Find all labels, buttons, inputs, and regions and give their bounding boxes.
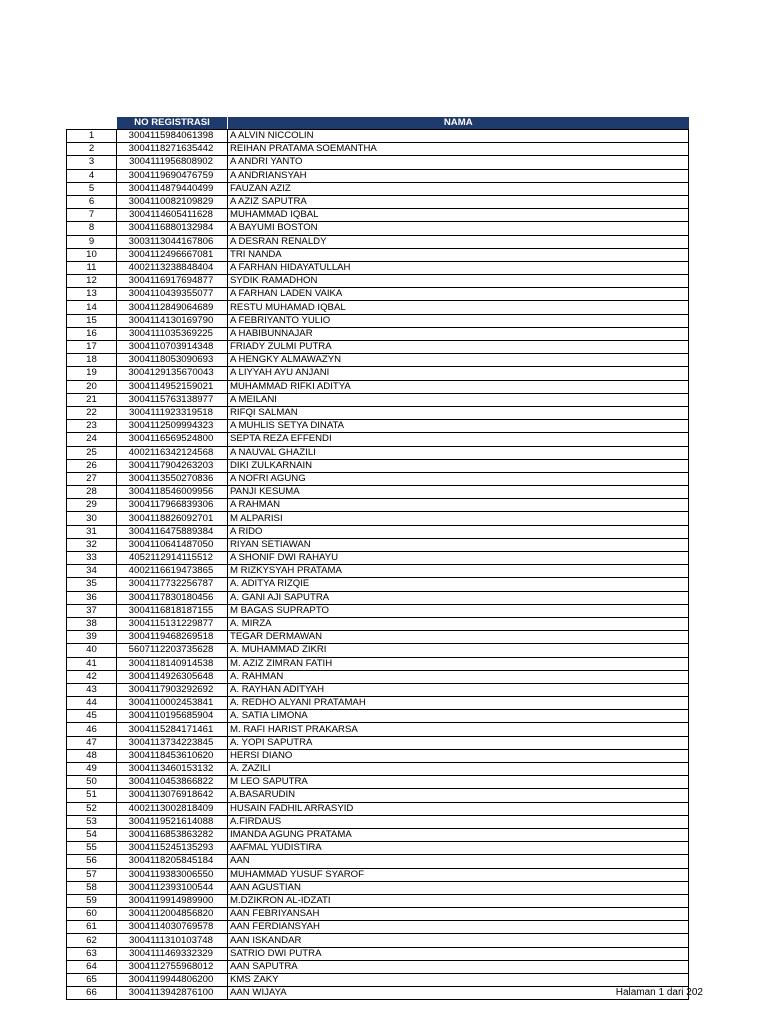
row-name: A. ADITYA RIZQIE xyxy=(228,578,689,591)
table-body xyxy=(67,130,689,1000)
row-number: 53 xyxy=(67,815,117,828)
row-registration-number: 3004110453866822 xyxy=(117,776,228,789)
row-number: 39 xyxy=(67,631,117,644)
row-number: 44 xyxy=(67,697,117,710)
row-name: REIHAN PRATAMA SOEMANTHA xyxy=(228,143,689,156)
row-registration-number: 3004117903292692 xyxy=(117,683,228,696)
table-row xyxy=(67,525,689,538)
row-number: 49 xyxy=(67,763,117,776)
row-name: TRI NANDA xyxy=(228,248,689,261)
row-registration-number: 3004118140914538 xyxy=(117,657,228,670)
row-registration-number: 3004112496667081 xyxy=(117,248,228,261)
row-registration-number: 3004112849064689 xyxy=(117,301,228,314)
row-name: DIKI ZULKARNAIN xyxy=(228,459,689,472)
table-row xyxy=(67,367,689,380)
row-number: 2 xyxy=(67,143,117,156)
table-row xyxy=(67,393,689,406)
row-registration-number: 3004111923319518 xyxy=(117,406,228,419)
row-number: 42 xyxy=(67,670,117,683)
table-row xyxy=(67,855,689,868)
table-row xyxy=(67,763,689,776)
row-registration-number: 4052112914115512 xyxy=(117,552,228,565)
row-name: A ANDRIANSYAH xyxy=(228,169,689,182)
table-row xyxy=(67,657,689,670)
row-name: AAN FEBRIYANSAH xyxy=(228,908,689,921)
row-registration-number: 3004119521614088 xyxy=(117,815,228,828)
row-registration-number: 3004114926305648 xyxy=(117,670,228,683)
row-registration-number: 3004110641487050 xyxy=(117,538,228,551)
registration-table xyxy=(66,117,689,1000)
row-name: A. ZAZILI xyxy=(228,763,689,776)
row-registration-number: 3004118453610620 xyxy=(117,749,228,762)
row-registration-number: 3004110082109829 xyxy=(117,195,228,208)
row-name: AAN xyxy=(228,855,689,868)
row-registration-number: 3004111469332329 xyxy=(117,947,228,960)
row-registration-number: 3004119690476759 xyxy=(117,169,228,182)
table-row xyxy=(67,301,689,314)
row-number: 10 xyxy=(67,248,117,261)
table-row xyxy=(67,644,689,657)
row-name: A FARHAN HIDAYATULLAH xyxy=(228,261,689,274)
row-number: 25 xyxy=(67,446,117,459)
table-row xyxy=(67,789,689,802)
table-row xyxy=(67,776,689,789)
row-number: 20 xyxy=(67,380,117,393)
row-number: 4 xyxy=(67,169,117,182)
row-name: A DESRAN RENALDY xyxy=(228,235,689,248)
row-registration-number: 3004113460153132 xyxy=(117,763,228,776)
row-number: 66 xyxy=(67,987,117,1000)
row-number: 63 xyxy=(67,947,117,960)
row-number: 60 xyxy=(67,908,117,921)
row-number: 24 xyxy=(67,433,117,446)
table-row xyxy=(67,960,689,973)
row-registration-number: 3004118826092701 xyxy=(117,512,228,525)
table-row xyxy=(67,209,689,222)
row-name: A FARHAN LADEN VAIKA xyxy=(228,288,689,301)
table-row xyxy=(67,842,689,855)
row-name: RIYAN SETIAWAN xyxy=(228,538,689,551)
row-number: 11 xyxy=(67,261,117,274)
row-name: A HABIBUNNAJAR xyxy=(228,327,689,340)
row-registration-number: 3004113942876100 xyxy=(117,987,228,1000)
row-name: AAN SAPUTRA xyxy=(228,960,689,973)
table-row xyxy=(67,987,689,1000)
table-row xyxy=(67,486,689,499)
row-number: 59 xyxy=(67,894,117,907)
row-name: TEGAR DERMAWAN xyxy=(228,631,689,644)
row-registration-number: 3004117830180456 xyxy=(117,591,228,604)
row-name: M BAGAS SUPRAPTO xyxy=(228,604,689,617)
row-registration-number: 3004116917694877 xyxy=(117,275,228,288)
row-number: 15 xyxy=(67,314,117,327)
row-registration-number: 3004119468269518 xyxy=(117,631,228,644)
row-name: A AZIZ SAPUTRA xyxy=(228,195,689,208)
header-no xyxy=(67,117,117,130)
table-row xyxy=(67,631,689,644)
row-number: 62 xyxy=(67,934,117,947)
row-number: 55 xyxy=(67,842,117,855)
row-name: A MEILANI xyxy=(228,393,689,406)
row-number: 9 xyxy=(67,235,117,248)
row-name: AAN FERDIANSYAH xyxy=(228,921,689,934)
row-registration-number: 3004111035369225 xyxy=(117,327,228,340)
row-name: SATRIO DWI PUTRA xyxy=(228,947,689,960)
row-registration-number: 3004116569524800 xyxy=(117,433,228,446)
row-registration-number: 3004115763138977 xyxy=(117,393,228,406)
row-number: 21 xyxy=(67,393,117,406)
row-number: 19 xyxy=(67,367,117,380)
row-number: 54 xyxy=(67,828,117,841)
row-number: 52 xyxy=(67,802,117,815)
row-number: 3 xyxy=(67,156,117,169)
table-row xyxy=(67,591,689,604)
table-row xyxy=(67,248,689,261)
row-number: 61 xyxy=(67,921,117,934)
row-number: 38 xyxy=(67,617,117,630)
row-number: 17 xyxy=(67,341,117,354)
table-row xyxy=(67,130,689,143)
row-registration-number: 3004114030769578 xyxy=(117,921,228,934)
row-name: M. AZIZ ZIMRAN FATIH xyxy=(228,657,689,670)
row-name: SEPTA REZA EFFENDI xyxy=(228,433,689,446)
row-registration-number: 3004116853863282 xyxy=(117,828,228,841)
row-name: PANJI KESUMA xyxy=(228,486,689,499)
row-registration-number: 3004113550270836 xyxy=(117,472,228,485)
table-row xyxy=(67,934,689,947)
row-number: 1 xyxy=(67,130,117,143)
row-registration-number: 3004110002453841 xyxy=(117,697,228,710)
row-number: 14 xyxy=(67,301,117,314)
row-name: A NOFRI AGUNG xyxy=(228,472,689,485)
table-row xyxy=(67,604,689,617)
row-number: 13 xyxy=(67,288,117,301)
row-name: HERSI DIANO xyxy=(228,749,689,762)
table-row xyxy=(67,433,689,446)
row-name: AAN ISKANDAR xyxy=(228,934,689,947)
row-registration-number: 3004115984061398 xyxy=(117,130,228,143)
header-no-registrasi: NO REGISTRASI xyxy=(117,117,228,130)
table-row xyxy=(67,617,689,630)
row-name: A LIYYAH AYU ANJANI xyxy=(228,367,689,380)
row-number: 43 xyxy=(67,683,117,696)
row-number: 29 xyxy=(67,499,117,512)
row-name: A. YOPI SAPUTRA xyxy=(228,736,689,749)
row-name: A RAHMAN xyxy=(228,499,689,512)
row-number: 16 xyxy=(67,327,117,340)
table-row xyxy=(67,406,689,419)
row-number: 57 xyxy=(67,868,117,881)
row-registration-number: 3004118546009956 xyxy=(117,486,228,499)
row-number: 64 xyxy=(67,960,117,973)
row-number: 41 xyxy=(67,657,117,670)
row-number: 65 xyxy=(67,974,117,987)
row-name: A NAUVAL GHAZILI xyxy=(228,446,689,459)
table-row xyxy=(67,894,689,907)
row-name: AAN WIJAYA xyxy=(228,987,689,1000)
row-name: A SHONIF DWI RAHAYU xyxy=(228,552,689,565)
registration-sheet xyxy=(66,117,689,1000)
table-row xyxy=(67,143,689,156)
table-row xyxy=(67,578,689,591)
row-registration-number: 3004117966839306 xyxy=(117,499,228,512)
row-number: 34 xyxy=(67,565,117,578)
row-name: M ALPARISI xyxy=(228,512,689,525)
row-name: A. RAHMAN xyxy=(228,670,689,683)
row-name: M. RAFI HARIST PRAKARSA xyxy=(228,723,689,736)
row-name: A. REDHO ALYANI PRATAMAH xyxy=(228,697,689,710)
row-number: 56 xyxy=(67,855,117,868)
table-row xyxy=(67,538,689,551)
row-name: AAFMAL YUDISTIRA xyxy=(228,842,689,855)
table-row xyxy=(67,565,689,578)
row-registration-number: 3004111956808902 xyxy=(117,156,228,169)
row-name: A. MIRZA xyxy=(228,617,689,630)
row-name: HUSAIN FADHIL ARRASYID xyxy=(228,802,689,815)
row-name: M RIZKYSYAH PRATAMA xyxy=(228,565,689,578)
table-row xyxy=(67,195,689,208)
row-number: 7 xyxy=(67,209,117,222)
row-name: MUHAMMAD YUSUF SYAROF xyxy=(228,868,689,881)
row-number: 28 xyxy=(67,486,117,499)
table-row xyxy=(67,327,689,340)
row-name: A.BASARUDIN xyxy=(228,789,689,802)
row-name: MUHAMMAD RIFKI ADITYA xyxy=(228,380,689,393)
row-number: 23 xyxy=(67,420,117,433)
table-row xyxy=(67,670,689,683)
page-footer: Halaman 1 dari 202 xyxy=(615,987,703,998)
table-row xyxy=(67,815,689,828)
row-registration-number: 3004110195685904 xyxy=(117,710,228,723)
table-row xyxy=(67,380,689,393)
row-name: AAN AGUSTIAN xyxy=(228,881,689,894)
row-name: IMANDA AGUNG PRATAMA xyxy=(228,828,689,841)
table-row xyxy=(67,235,689,248)
row-registration-number: 3004115245135293 xyxy=(117,842,228,855)
table-row xyxy=(67,182,689,195)
row-name: A.FIRDAUS xyxy=(228,815,689,828)
table-row xyxy=(67,749,689,762)
row-registration-number: 3004112393100544 xyxy=(117,881,228,894)
row-number: 6 xyxy=(67,195,117,208)
row-registration-number: 3004118053090693 xyxy=(117,354,228,367)
row-registration-number: 3003113044167806 xyxy=(117,235,228,248)
row-name: KMS ZAKY xyxy=(228,974,689,987)
table-row xyxy=(67,222,689,235)
row-registration-number: 3004112004856820 xyxy=(117,908,228,921)
table-row xyxy=(67,974,689,987)
row-number: 45 xyxy=(67,710,117,723)
table-row xyxy=(67,288,689,301)
table-row xyxy=(67,868,689,881)
table-row xyxy=(67,156,689,169)
row-name: MUHAMMAD IQBAL xyxy=(228,209,689,222)
row-name: RIFQI SALMAN xyxy=(228,406,689,419)
row-number: 35 xyxy=(67,578,117,591)
row-name: M LEO SAPUTRA xyxy=(228,776,689,789)
table-row xyxy=(67,683,689,696)
row-registration-number: 3004119914989900 xyxy=(117,894,228,907)
table-header-row xyxy=(67,117,689,130)
row-number: 12 xyxy=(67,275,117,288)
row-number: 5 xyxy=(67,182,117,195)
table-row xyxy=(67,472,689,485)
row-registration-number: 3004114605411628 xyxy=(117,209,228,222)
row-number: 40 xyxy=(67,644,117,657)
row-number: 48 xyxy=(67,749,117,762)
row-number: 26 xyxy=(67,459,117,472)
row-registration-number: 3004114130169790 xyxy=(117,314,228,327)
table-row xyxy=(67,881,689,894)
row-registration-number: 3004115284171461 xyxy=(117,723,228,736)
row-name: A. GANI AJI SAPUTRA xyxy=(228,591,689,604)
row-registration-number: 3004114952159021 xyxy=(117,380,228,393)
row-registration-number: 3004112509994323 xyxy=(117,420,228,433)
table-row xyxy=(67,710,689,723)
row-registration-number: 3004115131229877 xyxy=(117,617,228,630)
row-number: 51 xyxy=(67,789,117,802)
row-number: 33 xyxy=(67,552,117,565)
table-row xyxy=(67,512,689,525)
row-number: 37 xyxy=(67,604,117,617)
table-row xyxy=(67,420,689,433)
row-registration-number: 3004110439355077 xyxy=(117,288,228,301)
row-name: A HENGKY ALMAWAZYN xyxy=(228,354,689,367)
row-registration-number: 3004114879440499 xyxy=(117,182,228,195)
row-registration-number: 5607112203735628 xyxy=(117,644,228,657)
row-registration-number: 3004116475889384 xyxy=(117,525,228,538)
row-name: A MUHLIS SETYA DINATA xyxy=(228,420,689,433)
row-name: A RIDO xyxy=(228,525,689,538)
row-name: FAUZAN AZIZ xyxy=(228,182,689,195)
row-name: A ALVIN NICCOLIN xyxy=(228,130,689,143)
row-number: 31 xyxy=(67,525,117,538)
table-row xyxy=(67,828,689,841)
row-registration-number: 3004119944806200 xyxy=(117,974,228,987)
table-row xyxy=(67,354,689,367)
table-row xyxy=(67,261,689,274)
row-registration-number: 3004129135670043 xyxy=(117,367,228,380)
row-number: 50 xyxy=(67,776,117,789)
row-registration-number: 3004118205845184 xyxy=(117,855,228,868)
row-number: 47 xyxy=(67,736,117,749)
row-name: A. SATIA LIMONA xyxy=(228,710,689,723)
row-registration-number: 3004119383006550 xyxy=(117,868,228,881)
table-row xyxy=(67,947,689,960)
row-name: A FEBRIYANTO YULIO xyxy=(228,314,689,327)
row-registration-number: 3004113734223845 xyxy=(117,736,228,749)
row-registration-number: 4002113238848404 xyxy=(117,261,228,274)
table-row xyxy=(67,908,689,921)
row-number: 32 xyxy=(67,538,117,551)
row-name: A. RAYHAN ADITYAH xyxy=(228,683,689,696)
row-registration-number: 3004116818187155 xyxy=(117,604,228,617)
table-row xyxy=(67,552,689,565)
header-nama: NAMA xyxy=(228,117,689,130)
table-row xyxy=(67,921,689,934)
table-row xyxy=(67,341,689,354)
row-number: 18 xyxy=(67,354,117,367)
row-registration-number: 3004110703914348 xyxy=(117,341,228,354)
row-number: 8 xyxy=(67,222,117,235)
table-row xyxy=(67,275,689,288)
row-registration-number: 3004117732256787 xyxy=(117,578,228,591)
row-number: 58 xyxy=(67,881,117,894)
row-number: 46 xyxy=(67,723,117,736)
table-row xyxy=(67,459,689,472)
table-row xyxy=(67,802,689,815)
row-registration-number: 3004113076918642 xyxy=(117,789,228,802)
row-name: SYDIK RAMADHON xyxy=(228,275,689,288)
table-row xyxy=(67,314,689,327)
row-name: FRIADY ZULMI PUTRA xyxy=(228,341,689,354)
row-registration-number: 3004118271635442 xyxy=(117,143,228,156)
row-registration-number: 3004116880132984 xyxy=(117,222,228,235)
row-name: A BAYUMI BOSTON xyxy=(228,222,689,235)
row-number: 30 xyxy=(67,512,117,525)
table-row xyxy=(67,736,689,749)
row-number: 22 xyxy=(67,406,117,419)
row-registration-number: 3004112755968012 xyxy=(117,960,228,973)
row-registration-number: 4002113002818409 xyxy=(117,802,228,815)
row-name: A. MUHAMMAD ZIKRI xyxy=(228,644,689,657)
row-registration-number: 3004111310103748 xyxy=(117,934,228,947)
row-registration-number: 4002116342124568 xyxy=(117,446,228,459)
row-name: M.DZIKRON AL-IDZATI xyxy=(228,894,689,907)
row-name: RESTU MUHAMAD IQBAL xyxy=(228,301,689,314)
row-number: 36 xyxy=(67,591,117,604)
table-row xyxy=(67,697,689,710)
table-row xyxy=(67,169,689,182)
table-row xyxy=(67,499,689,512)
row-registration-number: 3004117904263203 xyxy=(117,459,228,472)
table-row xyxy=(67,446,689,459)
table-row xyxy=(67,723,689,736)
row-number: 27 xyxy=(67,472,117,485)
row-name: A ANDRI YANTO xyxy=(228,156,689,169)
row-registration-number: 4002116619473865 xyxy=(117,565,228,578)
